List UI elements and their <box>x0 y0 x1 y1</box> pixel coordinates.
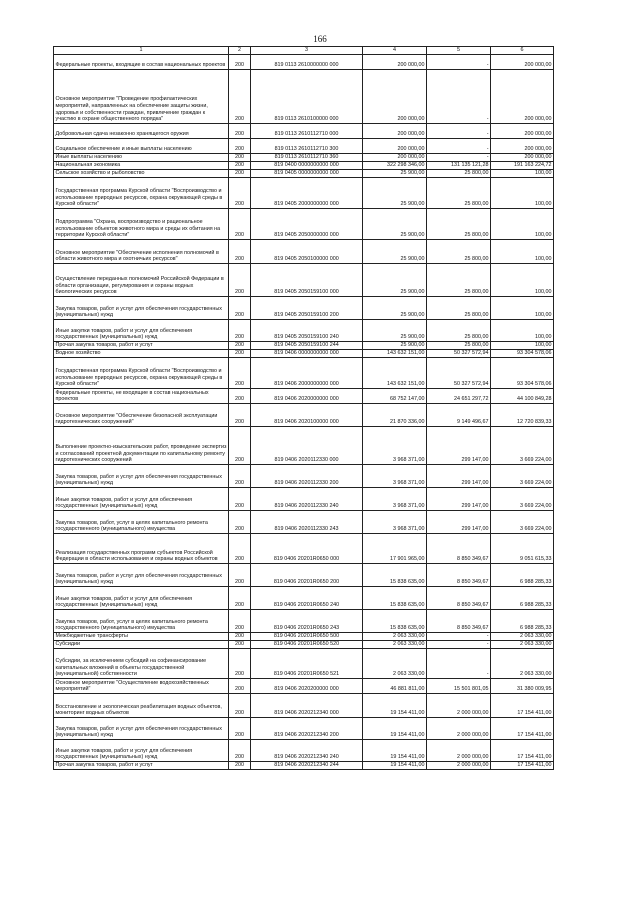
row-value-col5: - <box>427 55 491 70</box>
row-name-cell: Подпрограмма "Охрана, воспроизводство и рациональное использование объектов животного мира и среды их обитания на территории Курской области" <box>54 209 229 240</box>
row-value-col6: 3 669 224,00 <box>491 465 554 488</box>
row-value-col4: 322 298 346,00 <box>363 162 427 170</box>
row-value-col4: 200 000,00 <box>363 70 427 124</box>
row-admin-cell: 200 <box>229 564 251 587</box>
row-value-col6: 12 720 839,33 <box>491 404 554 427</box>
row-value-col5: 8 850 349,67 <box>427 564 491 587</box>
row-value-col6: 200 000,00 <box>491 139 554 154</box>
table-row <box>54 649 554 679</box>
row-value-col5: - <box>427 154 491 162</box>
table-row <box>54 178 554 209</box>
row-value-col6: 6 988 285,33 <box>491 610 554 633</box>
row-admin-cell: 200 <box>229 70 251 124</box>
row-value-col4: 200 000,00 <box>363 154 427 162</box>
header-cell: 1 <box>54 47 229 55</box>
row-name-cell: Водное хозяйство <box>54 350 229 358</box>
row-code-cell: 819 0406 20201R0650 243 <box>251 610 363 633</box>
row-value-col6: 9 051 615,33 <box>491 534 554 564</box>
row-value-col4: 200 000,00 <box>363 124 427 139</box>
row-admin-cell: 200 <box>229 139 251 154</box>
row-code-cell: 819 0406 2020212340 240 <box>251 740 363 762</box>
row-name-cell: Федеральные проекты, не входящие в состав национальных проектов <box>54 389 229 404</box>
row-value-col5: 24 651 297,72 <box>427 389 491 404</box>
row-value-col6: 100,00 <box>491 264 554 297</box>
row-value-col4: 25 900,00 <box>363 342 427 350</box>
row-value-col4: 2 063 330,00 <box>363 633 427 641</box>
row-value-col6: 93 304 578,06 <box>491 350 554 358</box>
row-admin-cell: 200 <box>229 358 251 389</box>
row-admin-cell: 200 <box>229 679 251 694</box>
row-value-col6: 100,00 <box>491 240 554 264</box>
table-row <box>54 297 554 320</box>
row-value-col6: 100,00 <box>491 178 554 209</box>
row-value-col5: 2 000 000,00 <box>427 718 491 740</box>
row-name-cell: Субсидии <box>54 641 229 649</box>
row-value-col5: - <box>427 633 491 641</box>
header-cell: 3 <box>251 47 363 55</box>
row-code-cell: 819 0406 2020112330 200 <box>251 465 363 488</box>
row-value-col5: 131 135 121,28 <box>427 162 491 170</box>
row-code-cell: 819 0113 2610112710 000 <box>251 124 363 139</box>
table-row <box>54 209 554 240</box>
header-cell: 6 <box>491 47 554 55</box>
row-name-cell: Закупка товаров, работ и услуг для обеспечения государственных (муниципальных) нужд <box>54 465 229 488</box>
row-name-cell: Основное мероприятие "Проведение профилактических мероприятий, направленных на обеспечение защиты жизни, здоровья и собственности граждан, привлечение граждан к участию в охране общественного порядка" <box>54 70 229 124</box>
row-value-col5: 8 850 349,67 <box>427 587 491 610</box>
row-name-cell: Иные закупки товаров, работ и услуг для обеспечения государственных (муниципальных) нужд <box>54 320 229 342</box>
row-value-col6: 6 988 285,33 <box>491 587 554 610</box>
table-row <box>54 694 554 718</box>
row-code-cell: 819 0405 2050159100 240 <box>251 320 363 342</box>
table-row <box>54 718 554 740</box>
row-code-cell: 819 0406 0000000000 000 <box>251 350 363 358</box>
table-row <box>54 641 554 649</box>
table-row <box>54 162 554 170</box>
table-row <box>54 170 554 178</box>
row-value-col6: 2 063 330,00 <box>491 633 554 641</box>
table-row <box>54 240 554 264</box>
row-value-col5: 8 850 349,67 <box>427 610 491 633</box>
row-value-col6: 200 000,00 <box>491 124 554 139</box>
table-row <box>54 610 554 633</box>
row-admin-cell: 200 <box>229 124 251 139</box>
row-code-cell: 819 0113 2610112710 360 <box>251 154 363 162</box>
row-name-cell: Сельское хозяйство и рыболовство <box>54 170 229 178</box>
row-value-col4: 17 901 965,00 <box>363 534 427 564</box>
row-value-col6: 3 669 224,00 <box>491 488 554 511</box>
row-code-cell: 819 0405 2050000000 000 <box>251 209 363 240</box>
budget-table <box>53 46 554 770</box>
row-value-col5: 50 327 572,94 <box>427 350 491 358</box>
row-value-col5: - <box>427 641 491 649</box>
row-code-cell: 819 0405 2050100000 000 <box>251 240 363 264</box>
row-value-col6: 191 163 224,72 <box>491 162 554 170</box>
row-value-col6: 100,00 <box>491 297 554 320</box>
table-row <box>54 389 554 404</box>
row-code-cell: 819 0406 2020200000 000 <box>251 679 363 694</box>
table-row <box>54 633 554 641</box>
row-name-cell: Национальная экономика <box>54 162 229 170</box>
row-code-cell: 819 0406 2020112330 240 <box>251 488 363 511</box>
row-value-col4: 15 838 635,00 <box>363 564 427 587</box>
row-name-cell: Закупка товаров, работ и услуг для обеспечения государственных (муниципальных) нужд <box>54 564 229 587</box>
page-number: 166 <box>313 34 327 44</box>
row-value-col4: 143 632 151,00 <box>363 350 427 358</box>
row-value-col4: 68 752 147,00 <box>363 389 427 404</box>
table-row <box>54 427 554 465</box>
row-value-col5: 299 147,00 <box>427 511 491 534</box>
table-row <box>54 534 554 564</box>
table-row <box>54 488 554 511</box>
row-name-cell: Иные закупки товаров, работ и услуг для обеспечения государственных (муниципальных) нужд <box>54 740 229 762</box>
row-name-cell: Закупка товаров, работ и услуг для обеспечения государственных (муниципальных) нужд <box>54 718 229 740</box>
row-value-col5: 25 800,00 <box>427 240 491 264</box>
row-name-cell: Осуществление переданных полномочий Российской Федерации в области организации, регулирования и охраны водных биологических ресурсов <box>54 264 229 297</box>
row-code-cell: 819 0406 20201R0650 200 <box>251 564 363 587</box>
row-value-col6: 2 063 330,00 <box>491 641 554 649</box>
row-value-col4: 19 154 411,00 <box>363 694 427 718</box>
row-name-cell: Иные закупки товаров, работ и услуг для обеспечения государственных (муниципальных) нужд <box>54 587 229 610</box>
row-value-col6: 17 154 411,00 <box>491 762 554 770</box>
table-row <box>54 139 554 154</box>
row-admin-cell: 200 <box>229 488 251 511</box>
row-value-col6: 17 154 411,00 <box>491 740 554 762</box>
table-row <box>54 564 554 587</box>
table-row <box>54 124 554 139</box>
row-code-cell: 819 0406 20201R0650 000 <box>251 534 363 564</box>
row-value-col5: 299 147,00 <box>427 465 491 488</box>
row-admin-cell: 200 <box>229 264 251 297</box>
row-admin-cell: 200 <box>229 320 251 342</box>
row-value-col6: 93 304 578,06 <box>491 358 554 389</box>
row-admin-cell: 200 <box>229 465 251 488</box>
row-value-col4: 46 881 811,00 <box>363 679 427 694</box>
row-value-col5: - <box>427 649 491 679</box>
row-value-col6: 100,00 <box>491 320 554 342</box>
row-name-cell: Прочая закупка товаров, работ и услуг <box>54 342 229 350</box>
row-name-cell: Основное мероприятие "Осуществление водохозяйственных мероприятий" <box>54 679 229 694</box>
row-code-cell: 819 0113 2610100000 000 <box>251 70 363 124</box>
row-name-cell: Добровольная сдача незаконно хранящегося оружия <box>54 124 229 139</box>
row-code-cell: 819 0406 2020112330 000 <box>251 427 363 465</box>
row-admin-cell: 200 <box>229 297 251 320</box>
table-row <box>54 679 554 694</box>
row-admin-cell: 200 <box>229 718 251 740</box>
table-row <box>54 404 554 427</box>
row-value-col5: 25 800,00 <box>427 170 491 178</box>
table-row <box>54 587 554 610</box>
table-row <box>54 320 554 342</box>
row-admin-cell: 200 <box>229 587 251 610</box>
row-value-col4: 200 000,00 <box>363 139 427 154</box>
row-admin-cell: 200 <box>229 178 251 209</box>
row-admin-cell: 200 <box>229 342 251 350</box>
row-value-col5: - <box>427 139 491 154</box>
row-admin-cell: 200 <box>229 534 251 564</box>
row-code-cell: 819 0405 2000000000 000 <box>251 178 363 209</box>
row-code-cell: 819 0406 2000000000 000 <box>251 358 363 389</box>
row-admin-cell: 200 <box>229 740 251 762</box>
row-value-col4: 2 063 330,00 <box>363 641 427 649</box>
row-code-cell: 819 0406 20201R0650 240 <box>251 587 363 610</box>
row-value-col5: 9 149 496,67 <box>427 404 491 427</box>
row-code-cell: 819 0406 2020000000 000 <box>251 389 363 404</box>
row-value-col4: 3 968 371,00 <box>363 511 427 534</box>
row-name-cell: Закупка товаров, работ, услуг в целях капитального ремонта государственного (муниципального) имущества <box>54 511 229 534</box>
row-value-col4: 15 838 635,00 <box>363 587 427 610</box>
row-value-col6: 44 100 849,28 <box>491 389 554 404</box>
row-admin-cell: 200 <box>229 350 251 358</box>
row-name-cell: Реализация государственных программ субъектов Российской Федерации в области использования и охраны водных объектов <box>54 534 229 564</box>
table-row <box>54 264 554 297</box>
row-value-col6: 100,00 <box>491 170 554 178</box>
row-name-cell: Основное мероприятие "Обеспечение безопасной эксплуатации гидротехнических сооружений" <box>54 404 229 427</box>
row-value-col5: 2 000 000,00 <box>427 762 491 770</box>
row-admin-cell: 200 <box>229 170 251 178</box>
row-value-col5: 25 800,00 <box>427 297 491 320</box>
row-admin-cell: 200 <box>229 762 251 770</box>
row-value-col4: 143 632 151,00 <box>363 358 427 389</box>
row-value-col4: 3 968 371,00 <box>363 427 427 465</box>
row-admin-cell: 200 <box>229 649 251 679</box>
row-admin-cell: 200 <box>229 610 251 633</box>
row-name-cell: Выполнение проектно-изыскательских работ, проведение экспертиз и согласований проектной документации по капитальному ремонту гидротехнических сооружений <box>54 427 229 465</box>
row-name-cell: Иные выплаты населению <box>54 154 229 162</box>
row-admin-cell: 200 <box>229 162 251 170</box>
row-value-col6: 2 063 330,00 <box>491 649 554 679</box>
row-value-col5: 2 000 000,00 <box>427 694 491 718</box>
row-admin-cell: 200 <box>229 389 251 404</box>
row-value-col4: 200 000,00 <box>363 55 427 70</box>
row-value-col4: 25 900,00 <box>363 170 427 178</box>
row-name-cell: Государственная программа Курской области "Воспроизводство и использование природных ресурсов, охрана окружающей среды в Курской области" <box>54 358 229 389</box>
row-value-col6: 200 000,00 <box>491 55 554 70</box>
row-value-col5: 299 147,00 <box>427 427 491 465</box>
row-code-cell: 819 0405 0000000000 000 <box>251 170 363 178</box>
row-value-col5: 25 800,00 <box>427 320 491 342</box>
row-value-col4: 3 968 371,00 <box>363 465 427 488</box>
row-value-col5: 299 147,00 <box>427 488 491 511</box>
row-value-col4: 25 900,00 <box>363 240 427 264</box>
row-value-col6: 17 154 411,00 <box>491 694 554 718</box>
row-value-col4: 25 900,00 <box>363 297 427 320</box>
row-value-col4: 15 838 635,00 <box>363 610 427 633</box>
table-row <box>54 511 554 534</box>
row-value-col6: 3 669 224,00 <box>491 511 554 534</box>
row-value-col4: 21 870 336,00 <box>363 404 427 427</box>
row-code-cell: 819 0406 2020212340 000 <box>251 694 363 718</box>
row-admin-cell: 200 <box>229 404 251 427</box>
table-row <box>54 740 554 762</box>
row-value-col5: 8 850 349,67 <box>427 534 491 564</box>
row-code-cell: 819 0113 2610112710 300 <box>251 139 363 154</box>
row-code-cell: 819 0405 2050159100 000 <box>251 264 363 297</box>
row-value-col4: 19 154 411,00 <box>363 740 427 762</box>
table-row <box>54 465 554 488</box>
row-code-cell: 819 0406 20201R0650 500 <box>251 633 363 641</box>
row-name-cell: Восстановление и экологическая реабилитация водных объектов, мониторинг водных объектов <box>54 694 229 718</box>
row-code-cell: 819 0406 2020112330 243 <box>251 511 363 534</box>
row-name-cell: Основное мероприятие "Обеспечение исполнения полномочий в области животного мира и охотничьих ресурсов" <box>54 240 229 264</box>
row-value-col4: 25 900,00 <box>363 264 427 297</box>
table-body <box>54 55 554 770</box>
table-row <box>54 350 554 358</box>
row-name-cell: Иные закупки товаров, работ и услуг для обеспечения государственных (муниципальных) нужд <box>54 488 229 511</box>
row-admin-cell: 200 <box>229 154 251 162</box>
row-name-cell: Субсидии, за исключением субсидий на софинансирование капитальных вложений в объекты государственной (муниципальной) собственности <box>54 649 229 679</box>
row-value-col4: 25 900,00 <box>363 209 427 240</box>
header-cell: 5 <box>427 47 491 55</box>
row-value-col5: 25 800,00 <box>427 342 491 350</box>
row-name-cell: Закупка товаров, работ и услуг для обеспечения государственных (муниципальных) нужд <box>54 297 229 320</box>
table-row <box>54 358 554 389</box>
row-value-col6: 200 000,00 <box>491 154 554 162</box>
row-admin-cell: 200 <box>229 427 251 465</box>
row-value-col5: 2 000 000,00 <box>427 740 491 762</box>
row-value-col4: 19 154 411,00 <box>363 762 427 770</box>
table-row <box>54 762 554 770</box>
row-value-col5: 50 327 572,94 <box>427 358 491 389</box>
row-name-cell: Федеральные проекты, входящие в состав национальных проектов <box>54 55 229 70</box>
row-name-cell: Закупка товаров, работ, услуг в целях капитального ремонта государственного (муниципального) имущества <box>54 610 229 633</box>
row-value-col4: 2 063 330,00 <box>363 649 427 679</box>
row-code-cell: 819 0405 2050159100 200 <box>251 297 363 320</box>
row-value-col5: 25 800,00 <box>427 209 491 240</box>
row-value-col5: - <box>427 70 491 124</box>
row-admin-cell: 200 <box>229 641 251 649</box>
row-code-cell: 819 0406 20201R0650 520 <box>251 641 363 649</box>
row-value-col6: 100,00 <box>491 342 554 350</box>
table-header-row <box>54 47 554 55</box>
row-code-cell: 819 0406 2020100000 000 <box>251 404 363 427</box>
row-value-col6: 3 669 224,00 <box>491 427 554 465</box>
row-code-cell: 819 0405 2050159100 244 <box>251 342 363 350</box>
row-name-cell: Прочая закупка товаров, работ и услуг <box>54 762 229 770</box>
row-code-cell: 819 0406 20201R0650 521 <box>251 649 363 679</box>
row-admin-cell: 200 <box>229 511 251 534</box>
header-cell: 2 <box>229 47 251 55</box>
row-admin-cell: 200 <box>229 633 251 641</box>
header-cell: 4 <box>363 47 427 55</box>
row-value-col4: 19 154 411,00 <box>363 718 427 740</box>
table-row <box>54 55 554 70</box>
row-admin-cell: 200 <box>229 209 251 240</box>
row-value-col5: 25 800,00 <box>427 178 491 209</box>
row-admin-cell: 200 <box>229 694 251 718</box>
row-value-col6: 6 988 285,33 <box>491 564 554 587</box>
table-row <box>54 154 554 162</box>
row-name-cell: Межбюджетные трансферты <box>54 633 229 641</box>
row-code-cell: 819 0406 2020212340 200 <box>251 718 363 740</box>
row-value-col5: 15 501 801,05 <box>427 679 491 694</box>
row-admin-cell: 200 <box>229 240 251 264</box>
row-value-col6: 200 000,00 <box>491 70 554 124</box>
row-name-cell: Государственная программа Курской области "Воспроизводство и использование природных ресурсов, охрана окружающей среды в Курской области" <box>54 178 229 209</box>
row-value-col6: 17 154 411,00 <box>491 718 554 740</box>
row-value-col6: 31 380 009,95 <box>491 679 554 694</box>
row-code-cell: 819 0400 0000000000 000 <box>251 162 363 170</box>
row-code-cell: 819 0113 2610000000 000 <box>251 55 363 70</box>
row-admin-cell: 200 <box>229 55 251 70</box>
row-code-cell: 819 0406 2020212340 244 <box>251 762 363 770</box>
row-value-col4: 25 900,00 <box>363 320 427 342</box>
table-row <box>54 342 554 350</box>
row-value-col4: 25 900,00 <box>363 178 427 209</box>
row-value-col6: 100,00 <box>491 209 554 240</box>
row-value-col4: 3 968 371,00 <box>363 488 427 511</box>
row-value-col5: 25 800,00 <box>427 264 491 297</box>
row-value-col5: - <box>427 124 491 139</box>
table-row <box>54 70 554 124</box>
row-name-cell: Социальное обеспечение и иные выплаты населению <box>54 139 229 154</box>
